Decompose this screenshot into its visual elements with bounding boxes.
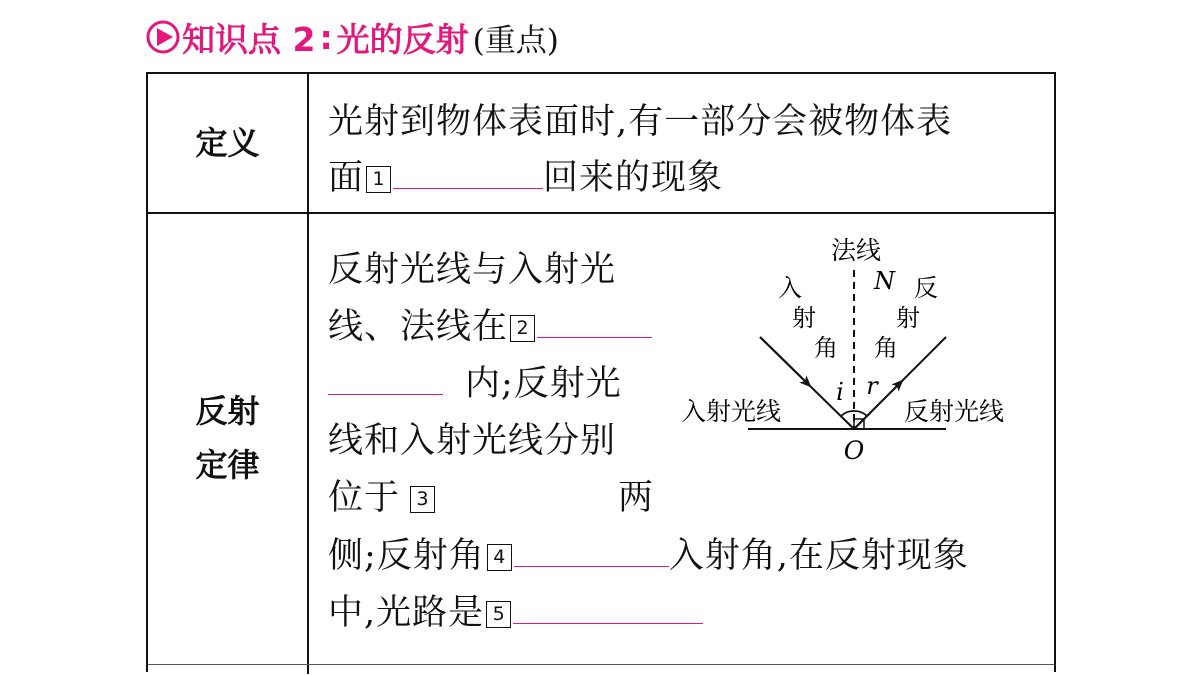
law-text-wide bbox=[328, 528, 1048, 642]
answer-blank-2a[interactable] bbox=[537, 307, 652, 338]
law-line-5 bbox=[328, 470, 654, 527]
law-line-3-suffix: 内;反射光 bbox=[465, 364, 622, 404]
column-divider bbox=[307, 74, 309, 674]
reflection-diagram bbox=[676, 234, 1040, 466]
angle-r-label: r bbox=[866, 372, 878, 400]
law-label bbox=[148, 384, 307, 492]
definition-label: 定义 bbox=[195, 124, 260, 162]
law-label-line-1: 反射 bbox=[195, 392, 260, 430]
reflect-angle-char-2: 射 bbox=[896, 304, 920, 332]
knowledge-table bbox=[146, 72, 1056, 672]
definition-text bbox=[328, 94, 1048, 206]
angle-i-label: i bbox=[836, 378, 844, 406]
knowledge-point-number: 知识点 2 bbox=[182, 19, 316, 59]
section-heading bbox=[146, 12, 559, 62]
law-line-7-prefix: 中,光路是 bbox=[328, 593, 485, 633]
answer-blank-2b[interactable] bbox=[328, 364, 443, 395]
row-divider bbox=[148, 212, 1054, 214]
law-line-5-suffix: 两 bbox=[617, 478, 654, 518]
blank-number-3: 3 bbox=[410, 486, 435, 513]
incident-ray-label: 入射光线 bbox=[681, 397, 782, 426]
law-line-6-prefix: 侧;反射角 bbox=[328, 536, 485, 576]
incident-angle-char-3: 角 bbox=[814, 334, 838, 362]
law-line-2 bbox=[328, 299, 658, 356]
table-bottom-rule bbox=[148, 664, 1054, 665]
incident-ray-arrow bbox=[760, 337, 810, 386]
law-line-1: 反射光线与入射光 bbox=[328, 250, 617, 290]
law-text bbox=[328, 242, 658, 527]
law-label-line-2: 定律 bbox=[195, 446, 260, 484]
reflect-angle-char-1: 反 bbox=[914, 274, 938, 302]
answer-blank-1[interactable] bbox=[393, 158, 543, 189]
blank-number-4: 4 bbox=[487, 544, 512, 571]
law-line-3 bbox=[328, 356, 658, 413]
blank-number-5: 5 bbox=[486, 601, 511, 628]
reflect-angle-char-3: 角 bbox=[874, 334, 898, 362]
reflect-angle-arc bbox=[854, 411, 867, 416]
blank-number-1: 1 bbox=[366, 166, 391, 193]
definition-line-2 bbox=[328, 150, 1048, 206]
normal-letter: N bbox=[874, 267, 895, 295]
incident-angle-char-2: 射 bbox=[792, 304, 816, 332]
reflected-ray-arrow bbox=[854, 381, 902, 429]
normal-label: 法线 bbox=[830, 236, 882, 265]
answer-blank-5[interactable] bbox=[513, 593, 703, 624]
incident-angle-arc bbox=[841, 411, 854, 416]
law-line-7 bbox=[328, 585, 1048, 642]
answer-blank-4[interactable] bbox=[514, 536, 669, 567]
law-line-4: 线和入射光线分别 bbox=[328, 421, 617, 461]
point-o-label: O bbox=[843, 436, 865, 465]
definition-line-2-prefix: 面 bbox=[328, 158, 365, 198]
play-icon bbox=[146, 20, 180, 54]
law-line-6 bbox=[328, 528, 1048, 585]
topic-title: 光的反射 bbox=[336, 19, 469, 59]
importance-mark: (重点) bbox=[472, 22, 559, 59]
law-line-2-prefix: 线、法线在 bbox=[328, 307, 509, 347]
law-line-6-suffix: 入射角,在反射现象 bbox=[668, 536, 969, 576]
incident-angle-char-1: 入 bbox=[778, 274, 802, 302]
definition-line-2-suffix: 回来的现象 bbox=[543, 158, 724, 198]
reflected-ray-label: 反射光线 bbox=[904, 397, 1005, 426]
blank-number-2: 2 bbox=[510, 315, 535, 342]
heading-separator: : bbox=[319, 17, 333, 57]
definition-line-1: 光射到物体表面时,有一部分会被物体表 bbox=[328, 102, 953, 142]
law-line-5-prefix: 位于 bbox=[328, 478, 401, 518]
